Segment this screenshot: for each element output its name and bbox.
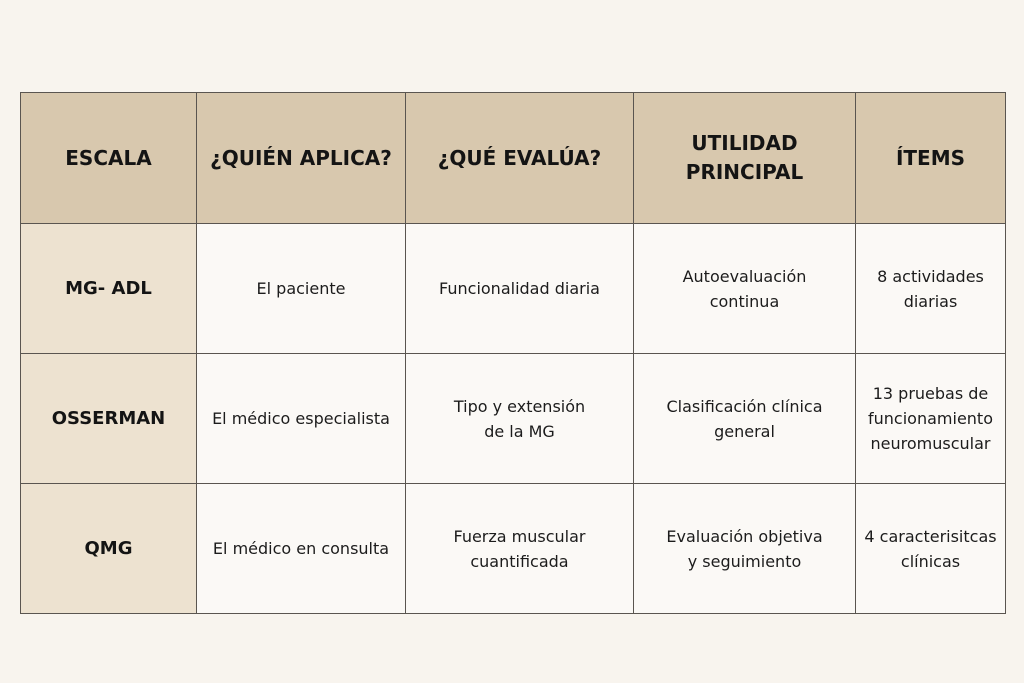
scales-comparison-table [20, 92, 1006, 614]
row-items: 4 caracterisitcas clínicas [856, 484, 1006, 614]
row-main-utility: Evaluación objetiva y seguimiento [634, 484, 856, 614]
row-what-evaluates: Tipo y extensión de la MG [406, 354, 634, 484]
row-what-evaluates: Fuerza muscular cuantificada [406, 484, 634, 614]
row-who-applies: El médico en consulta [197, 484, 406, 614]
header-quien-aplica: ¿QUIÉN APLICA? [197, 93, 406, 224]
row-items: 13 pruebas de funcionamiento neuromuscular [856, 354, 1006, 484]
header-utilidad-principal: UTILIDAD PRINCIPAL [634, 93, 856, 224]
row-scale-name: QMG [21, 484, 197, 614]
header-que-evalua: ¿QUÉ EVALÚA? [406, 93, 634, 224]
row-who-applies: El médico especialista [197, 354, 406, 484]
row-scale-name: MG- ADL [21, 224, 197, 354]
header-escala: ESCALA [21, 93, 197, 224]
row-who-applies: El paciente [197, 224, 406, 354]
row-items: 8 actividades diarias [856, 224, 1006, 354]
row-scale-name: OSSERMAN [21, 354, 197, 484]
row-main-utility: Autoevaluación continua [634, 224, 856, 354]
row-main-utility: Clasificación clínica general [634, 354, 856, 484]
row-what-evaluates: Funcionalidad diaria [406, 224, 634, 354]
header-items: ÍTEMS [856, 93, 1006, 224]
